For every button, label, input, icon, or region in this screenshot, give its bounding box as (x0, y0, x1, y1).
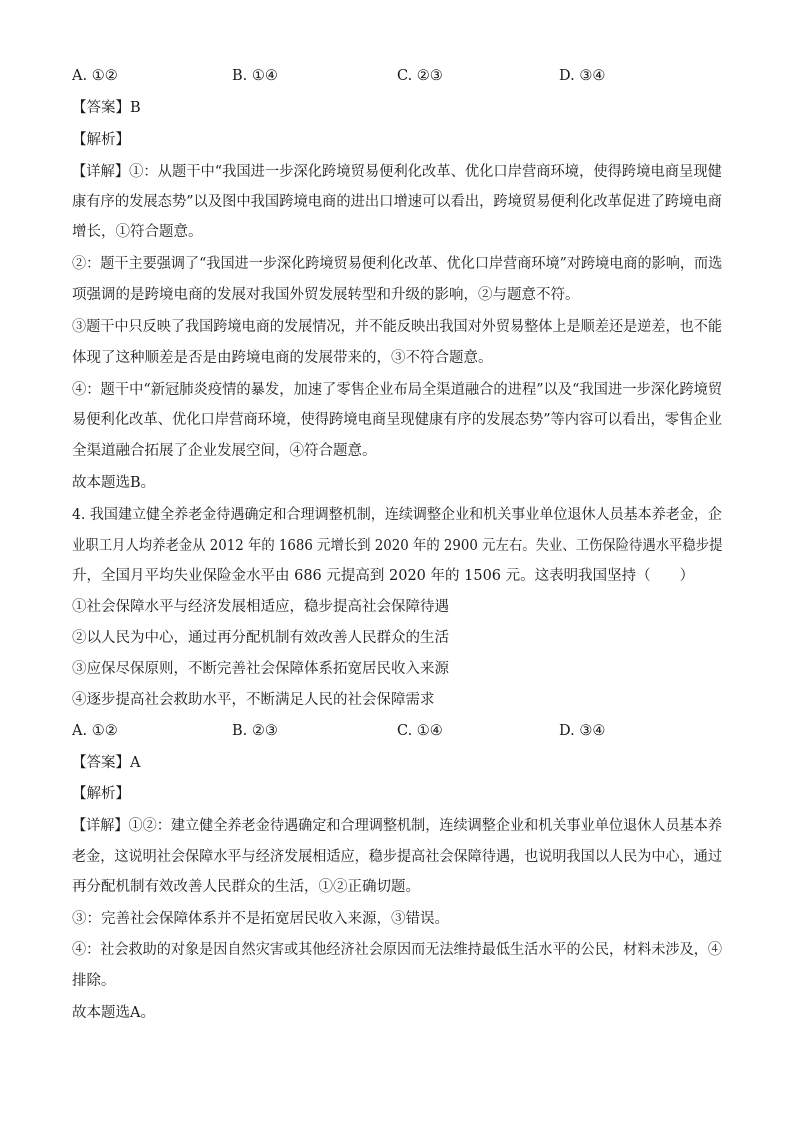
q3-detail-line: 【详解】①：从题干中“我国进一步深化跨境贸易便利化改革、优化口岸营商环境，使得跨境电商呈现健 (72, 164, 722, 180)
q4-statement-1: ①社会保障水平与经济发展相适应，稳步提高社会保障待遇 (72, 599, 449, 615)
q3-analysis-label: 【解析】 (72, 132, 130, 148)
q4-option-c: C. ①④ (397, 723, 443, 739)
q4-option-d: D. ③④ (559, 723, 606, 739)
q3-detail-line: 易便利化改革、优化口岸营商环境，使得跨境电商呈现健康有序的发展态势”等内容可以看出，零售企业 (72, 412, 722, 428)
q3-detail-line: ④：题干中“新冠肺炎疫情的暴发，加速了零售企业布局全渠道融合的进程”以及“我国进一步深化跨境贸 (72, 382, 723, 398)
q3-detail-line: 全渠道融合拓展了企业发展空间，④符合题意。 (72, 443, 377, 459)
q4-option-a: A. ①② (72, 723, 118, 739)
q4-statement-4: ④逐步提高社会救助水平，不断满足人民的社会保障需求 (72, 692, 435, 708)
q4-detail-line: 老金，这说明社会保障水平与经济发展相适应，稳步提高社会保障待遇，也说明我国以人民为中心，通过 (72, 849, 722, 865)
q3-detail-line: ③题干中只反映了我国跨境电商的发展情况，并不能反映出我国对外贸易整体上是顺差还是逆差，也不能 (72, 319, 722, 335)
q3-answer: 【答案】B (72, 100, 141, 116)
q3-options-row (72, 66, 722, 86)
q3-option-a: A. ①② (72, 68, 118, 84)
q4-detail-line: 【详解】①②：建立健全养老金待遇确定和合理调整机制，连续调整企业和机关事业单位退休人员基本养 (72, 818, 722, 834)
q4-detail-line: 再分配机制有效改善人民群众的生活，①②正确切题。 (72, 879, 420, 895)
q4-statement-3: ③应保尽保原则，不断完善社会保障体系拓宽居民收入来源 (72, 661, 449, 677)
q3-detail-line: 康有序的发展态势”以及图中我国跨境电商的进出口增速可以看出，跨境贸易便利化改革促进了跨境电商 (72, 194, 722, 210)
q4-detail-line: ③：完善社会保障体系并不是拓宽居民收入来源，③错误。 (72, 911, 449, 927)
q3-detail-line: ②：题干主要强调了“我国进一步深化跨境贸易便利化改革、优化口岸营商环境”对跨境电商的影响，而选 (72, 256, 723, 272)
q3-option-b: B. ①④ (232, 68, 278, 84)
q4-option-b: B. ②③ (232, 723, 278, 739)
q4-statement-2: ②以人民为中心，通过再分配机制有效改善人民群众的生活 (72, 630, 449, 646)
q3-detail-line: 体现了这种顺差是否是由跨境电商的发展带来的，③不符合题意。 (72, 350, 493, 366)
q4-conclusion: 故本题选A。 (72, 1005, 155, 1021)
q4-stem-line: 业职工月人均养老金从 2012 年的 1686 元增长到 2020 年的 2900 元左右。失业、工伤保险待遇水平稳步提 (72, 538, 723, 554)
q3-detail-line: 增长，①符合题意。 (72, 224, 203, 240)
q4-detail-line: 排除。 (72, 973, 116, 989)
q4-detail-line: ④：社会救助的对象是因自然灾害或其他经济社会原因而无法维持最低生活水平的公民，材料未涉及，④ (72, 942, 722, 958)
q3-detail-line: 项强调的是跨境电商的发展对我国外贸发展转型和升级的影响，②与题意不符。 (72, 287, 580, 303)
q3-conclusion: 故本题选B。 (72, 475, 156, 491)
q3-option-c: C. ②③ (397, 68, 443, 84)
q4-options-row (72, 721, 722, 741)
q4-stem-line: 升，全国月平均失业保险金水平由 686 元提高到 2020 年的 1506 元。这表明我国坚持（ ） (72, 568, 695, 584)
q4-stem-line: 4. 我国建立健全养老金待遇确定和合理调整机制，连续调整企业和机关事业单位退休人员基本养老金，企 (72, 507, 722, 523)
q3-option-d: D. ③④ (559, 68, 606, 84)
q4-answer: 【答案】A (72, 755, 141, 771)
q4-analysis-label: 【解析】 (72, 786, 130, 802)
